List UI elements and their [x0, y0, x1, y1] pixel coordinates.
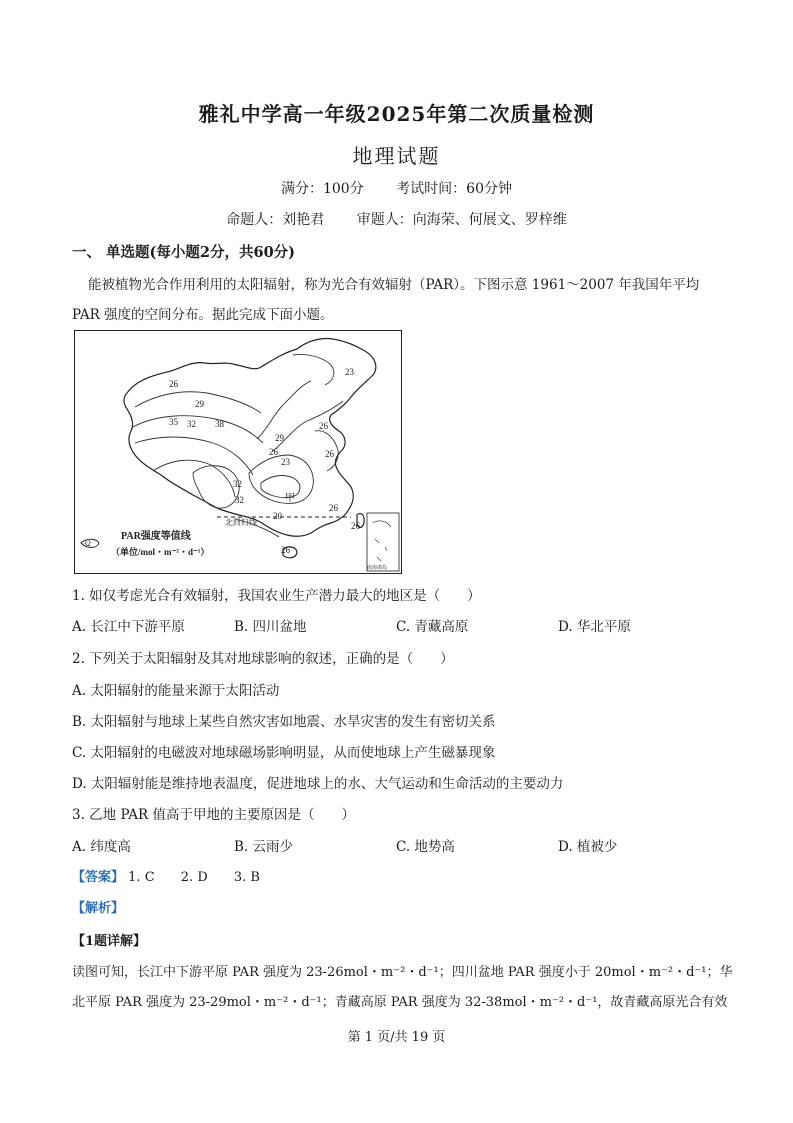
china-outline-map [75, 331, 401, 573]
contour-label: 26 [169, 379, 178, 389]
q1-option-d[interactable]: D. 华北平原 [558, 619, 631, 635]
intro-line-2: PAR 强度的空间分布。据此完成下面小题。 [72, 307, 334, 323]
exam-meta [0, 178, 793, 198]
exam-time: 考试时间：60分钟 [396, 181, 512, 197]
contour-label: 26 [281, 545, 290, 555]
question-2-stem: 2. 下列关于太阳辐射及其对地球影响的叙述，正确的是（ ） [72, 651, 454, 667]
detail-title: 【1题详解】 [72, 934, 147, 949]
contour-label: 35 [169, 417, 178, 427]
full-marks: 满分：100分 [280, 181, 364, 197]
inset-label: 南海诸岛 [367, 566, 388, 571]
q3-option-a[interactable]: A. 纬度高 [72, 839, 131, 855]
answer-1: 1. C [128, 870, 155, 885]
contour-label: 32 [187, 419, 196, 429]
q2-option-c[interactable]: C. 太阳辐射的电磁波对地球磁场影响明显，从而使地球上产生磁暴现象 [72, 745, 496, 761]
legend-unit: （单位/mol・m⁻²・d⁻¹） [111, 547, 210, 557]
q2-option-a[interactable]: A. 太阳辐射的能量来源于太阳活动 [72, 683, 280, 699]
contour-label: 20 [273, 511, 282, 521]
answer-line [72, 866, 282, 885]
analysis-label: 【解析】 [72, 901, 125, 916]
q2-option-b[interactable]: B. 太阳辐射与地球上某些自然灾害如地震、水旱灾害的发生有密切关系 [72, 714, 496, 730]
analysis-line-1: 读图可知，长江中下游平原 PAR 强度为 23-26mol・m⁻²・d⁻¹；四川盆地 PAR 强度小于 20mol・m⁻²・d⁻¹；华 [72, 965, 733, 980]
par-contour-map [74, 330, 402, 574]
setter: 命题人：刘艳君 [226, 212, 325, 228]
subject-title: 地理试题 [352, 144, 441, 168]
intro-line-1: 能被植物光合作用利用的太阳辐射，称为光合有效辐射（PAR）。下图示意 1961～2007 年我国年平均 [88, 277, 700, 293]
contour-label: 26 [329, 503, 338, 513]
q2-option-d[interactable]: D. 太阳辐射能是维持地表温度，促进地球上的水、大气运动和生命活动的主要动力 [72, 776, 564, 792]
analysis-line-2: 北平原 PAR 强度为 23-29mol・m⁻²・d⁻¹；青藏高原 PAR 强度为 32-38mol・m⁻²・d⁻¹，故青藏高原光合有效 [72, 995, 728, 1010]
question-1-stem: 1. 如仅考虑光合有效辐射，我国农业生产潜力最大的地区是（ ） [72, 588, 481, 604]
contour-label: 26 [319, 421, 328, 431]
inset-frame [367, 513, 399, 571]
contour-label: 26 [351, 521, 360, 531]
page-number: 第 1 页/共 19 页 [347, 1030, 446, 1045]
tropic-label: 北回归线 [225, 518, 257, 527]
q1-option-b[interactable]: B. 四川盆地 [234, 619, 307, 635]
section-title: 一、 单选题(每小题2分，共60分) [72, 244, 296, 261]
contour-label: 23 [345, 367, 354, 377]
contour-label: 38 [215, 419, 224, 429]
answer-3: 3. B [233, 870, 260, 885]
exam-title: 雅礼中学高一年级2025年第二次质量检测 [198, 102, 595, 126]
question-3-stem: 3. 乙地 PAR 值高于甲地的主要原因是（ ） [72, 807, 356, 823]
contour-label: 23 [281, 457, 290, 467]
q3-option-c[interactable]: C. 地势高 [396, 839, 455, 855]
legend-sample-value: 32 [83, 539, 91, 548]
exam-authors [0, 209, 793, 229]
reviewers: 审题人：向海荣、何展文、罗梓维 [356, 212, 567, 228]
q1-option-a[interactable]: A. 长江中下游平原 [72, 619, 185, 635]
contour-label: 26 [325, 449, 334, 459]
contour-label: 29 [195, 399, 204, 409]
contour-label: 29 [275, 433, 284, 443]
answer-label: 【答案】 [72, 870, 125, 885]
contour-label: 32 [233, 479, 242, 489]
point-jia: 甲 [285, 493, 295, 504]
q3-option-b[interactable]: B. 云雨少 [234, 839, 294, 855]
answer-2: 2. D [180, 870, 208, 885]
contour-label: 26 [269, 447, 278, 457]
contour-label: 32 [235, 495, 244, 505]
q3-option-d[interactable]: D. 植被少 [558, 839, 618, 855]
legend-title: PAR强度等值线 [121, 531, 191, 542]
q1-option-c[interactable]: C. 青藏高原 [396, 619, 469, 635]
